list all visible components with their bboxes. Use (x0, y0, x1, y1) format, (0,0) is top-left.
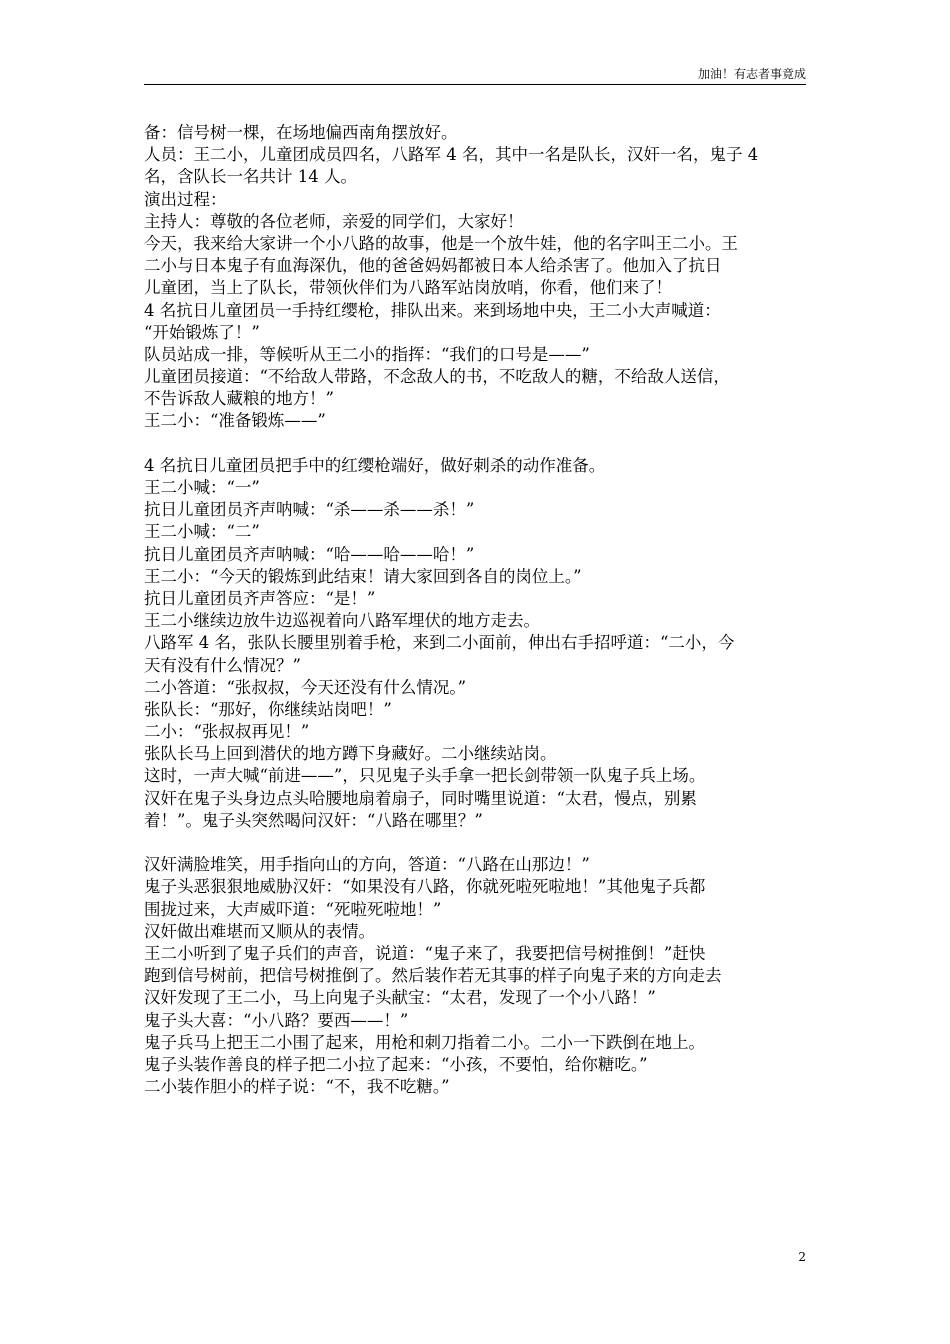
text-line: 围拢过来，大声威吓道：“死啦死啦地！” (144, 899, 442, 919)
text-line: 二小：“张叔叔再见！” (144, 722, 310, 742)
text-line: 队员站成一排，等候听从王二小的指挥：“我们的口号是——” (144, 344, 590, 364)
text-line: 4 名抗日儿童团员一手持红缨枪，排队出来。来到场地中央，王二小大声喊道： (144, 300, 721, 320)
text-line: 抗日儿童团员齐声答应：“是！” (144, 588, 376, 608)
page-number: 2 (798, 1250, 806, 1264)
text-line: 张队长：“那好，你继续站岗吧！” (144, 699, 392, 719)
header-divider (144, 84, 806, 85)
blank-line (144, 433, 810, 455)
text-line: 王二小：“准备锻炼——” (144, 411, 326, 431)
text-line: 汉奸发现了王二小，马上向鬼子头献宝：“太君，发现了一个小八路！” (144, 988, 656, 1008)
text-line: 鬼子兵马上把王二小围了起来，用枪和刺刀指着二小。二小一下跌倒在地上。 (144, 1032, 705, 1052)
text-line: 王二小喊：“二” (144, 522, 260, 542)
text-line: 天有没有什么情况？” (144, 655, 301, 675)
text-line: 不告诉敌人藏粮的地方！” (144, 389, 334, 409)
text-line: 汉奸做出难堪而又顺从的表情。 (144, 921, 375, 941)
text-line: 王二小喊：“一” (144, 478, 260, 497)
text-line: 抗日儿童团员齐声呐喊：“哈——哈——哈！” (144, 544, 475, 564)
text-line: 汉奸满脸堆笑，用手指向山的方向，答道：“八路在山那边！” (144, 855, 590, 875)
text-line: 二小与日本鬼子有血海深仇，他的爸爸妈妈都被日本人给杀害了。他加入了抗日 (144, 256, 722, 276)
text-line: 王二小：“今天的锻炼到此结束！请大家回到各自的岗位上。” (144, 566, 582, 586)
text-line: 八路军 4 名，张队长腰里别着手枪，来到二小面前，伸出右手招呼道：“二小，今 (144, 633, 735, 653)
blank-line (144, 832, 810, 854)
text-line: 汉奸在鬼子头身边点头哈腰地扇着扇子，同时嘴里说道：“太君，慢点，别累 (144, 788, 697, 808)
text-line: 跑到信号树前，把信号树推倒了。然后装作若无其事的样子向鬼子来的方向走去 (144, 966, 722, 986)
body-text (144, 122, 810, 1098)
text-line: 鬼子头大喜：“小八路？要西——！” (144, 1010, 409, 1030)
text-line: 4 名抗日儿童团员把手中的红缨枪端好，做好刺杀的动作准备。 (144, 455, 606, 475)
text-line: 鬼子头恶狠狠地威胁汉奸：“如果没有八路，你就死啦死啦地！”其他鬼子兵都 (144, 877, 706, 897)
text-line: 王二小继续边放牛边巡视着向八路军埋伏的地方走去。 (144, 611, 540, 631)
text-line: 人员：王二小，儿童团成员四名，八路军 4 名，其中一名是队长，汉奸一名，鬼子 4 (144, 145, 759, 165)
text-line: 王二小听到了鬼子兵们的声音，说道：“鬼子来了，我要把信号树推倒！”赶快 (144, 943, 706, 963)
text-line: 抗日儿童团员齐声呐喊：“杀——杀——杀！” (144, 500, 475, 520)
text-line: 这时，一声大喊“前进——”，只见鬼子头手拿一把长剑带领一队鬼子兵上场。 (144, 766, 706, 786)
text-line: 名，含队长一名共计 14 人。 (144, 167, 357, 187)
text-line: 鬼子头装作善良的样子把二小拉了起来：“小孩，不要怕，给你糖吃。” (144, 1054, 648, 1074)
page-header-motto: 加油！有志者事竟成 (697, 67, 806, 81)
text-line: 二小装作胆小的样子说：“不，我不吃糖。” (144, 1077, 450, 1097)
text-line: “开始锻炼了！” (144, 322, 260, 342)
text-line: 演出过程： (144, 189, 227, 209)
text-line: 儿童团，当上了队长，带领伙伴们为八路军站岗放哨，你看，他们来了！ (144, 278, 672, 298)
text-line: 着！”。鬼子头突然喝问汉奸：“八路在哪里？” (144, 810, 483, 830)
text-line: 张队长马上回到潜伏的地方蹲下身藏好。二小继续站岗。 (144, 744, 557, 764)
text-line: 二小答道：“张叔叔，今天还没有什么情况。” (144, 677, 467, 697)
text-line: 备：信号树一棵，在场地偏西南角摆放好。 (144, 123, 458, 142)
text-line: 今天，我来给大家讲一个小八路的故事，他是一个放牛娃，他的名字叫王二小。王 (144, 233, 738, 253)
text-line: 主持人：尊敬的各位老师，亲爱的同学们，大家好！ (144, 211, 524, 231)
text-line: 儿童团员接道：“不给敌人带路，不念敌人的书，不吃敌人的糖，不给敌人送信， (144, 367, 730, 387)
